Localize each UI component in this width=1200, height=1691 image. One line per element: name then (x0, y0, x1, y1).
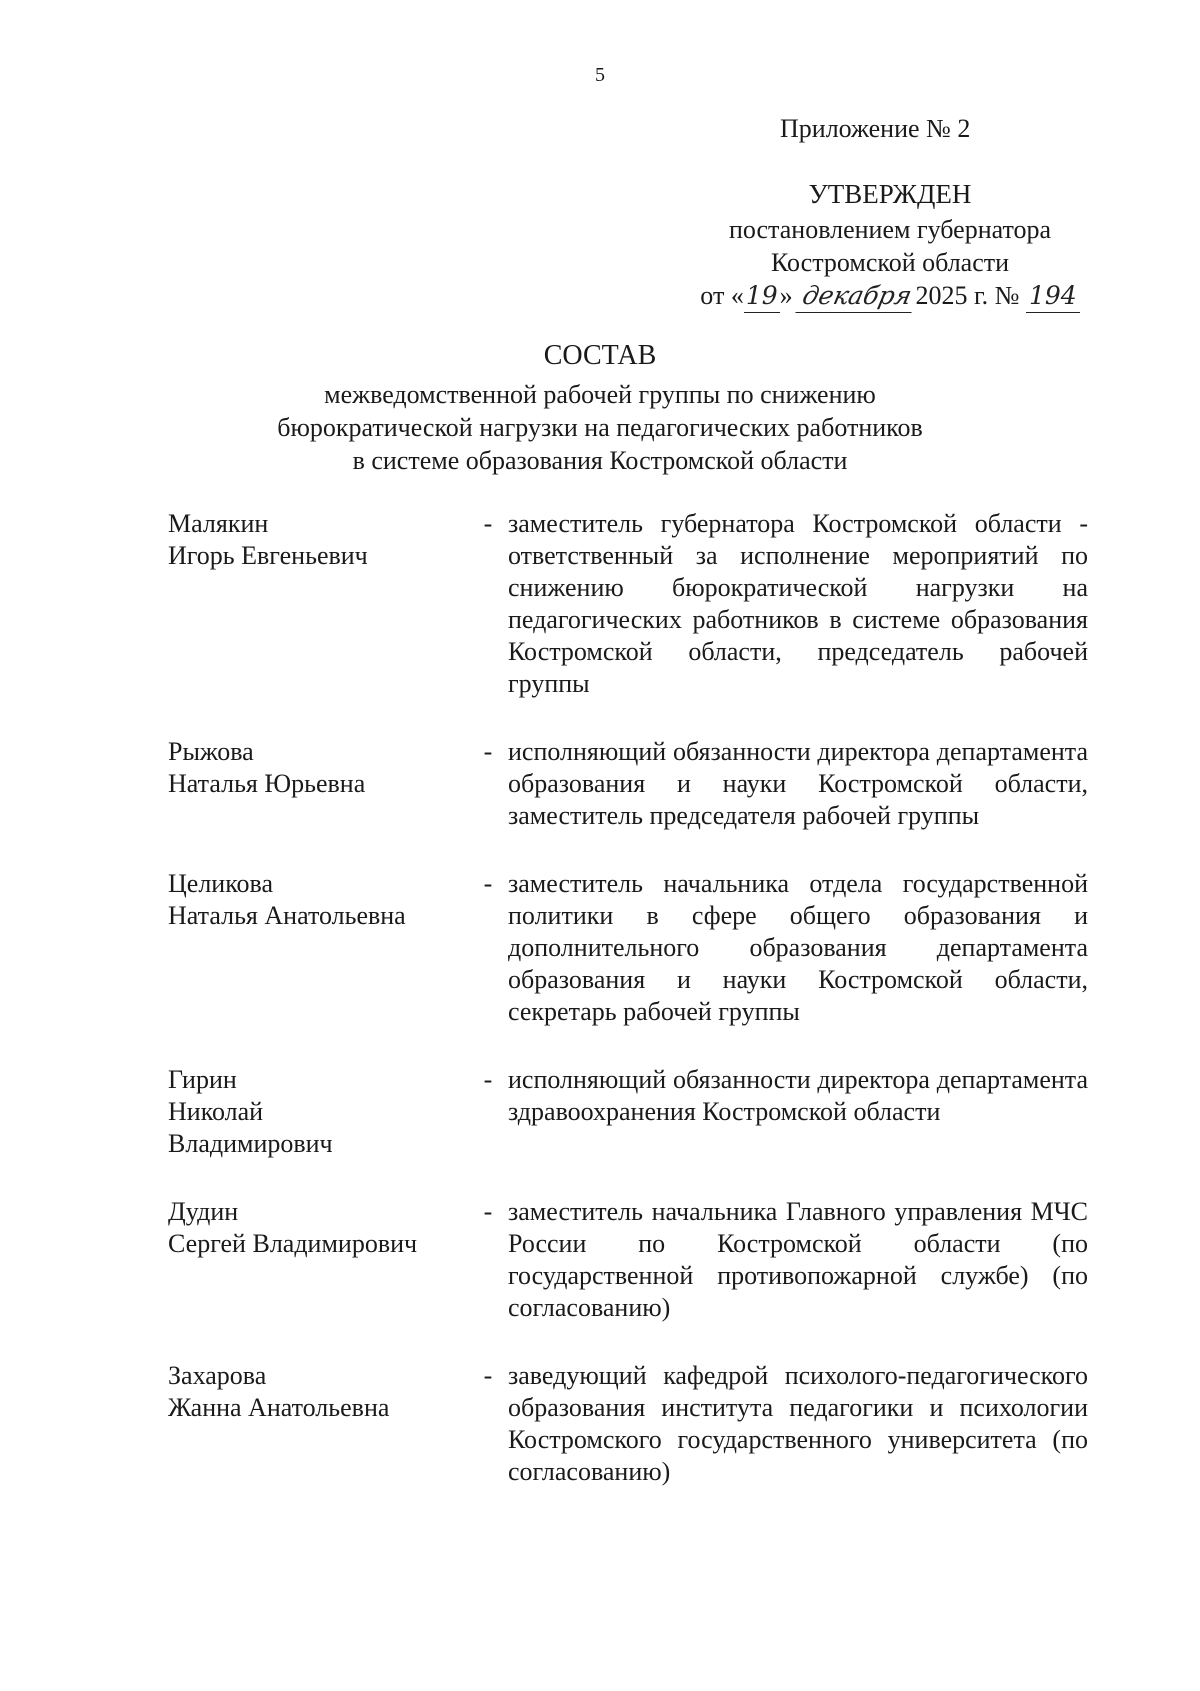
member-patronymic: Владимирович (168, 1129, 333, 1158)
title-line-1: межведомственной рабочей группы по снижению (324, 380, 876, 409)
member-name (168, 1196, 468, 1260)
approval-date-line (700, 279, 1080, 313)
member-role: исполняющий обязанности директора департамента образования и науки Костромской области, заместитель председателя рабочей группы (508, 737, 1088, 830)
approval-line-1: постановлением губернатора (728, 215, 1052, 244)
member-given-name: Жанна Анатольевна (168, 1393, 390, 1422)
approval-block (700, 178, 1080, 313)
member-given-name: Игорь Евгеньевич (168, 541, 368, 570)
member-name (168, 736, 468, 800)
member-surname: Рыжова (168, 737, 254, 766)
member-role: заведующий кафедрой психолого-педагогического образования института педагогики и психологии Костромского государственного университета (по согласованию) (508, 1361, 1088, 1486)
member-dash: - (483, 737, 493, 766)
member-name (168, 1064, 468, 1160)
member-row (168, 868, 1088, 1028)
member-dash: - (483, 1197, 493, 1226)
member-role: заместитель начальника отдела государственной политики в сфере общего образования и дополнительного образования департамента образования и науки Костромской области, секретарь рабочей группы (508, 869, 1088, 1026)
member-name (168, 1360, 468, 1424)
member-dash: - (483, 869, 493, 898)
approval-line-2: Костромской области (770, 248, 1010, 277)
member-given-name: Сергей Владимирович (168, 1229, 418, 1258)
date-quote-close: » (779, 281, 793, 310)
member-name (168, 508, 468, 572)
member-name (168, 868, 468, 932)
member-role: заместитель начальника Главного управления МЧС России по Костромской области (по государственной противопожарной службе) (по согласованию) (508, 1197, 1088, 1322)
handwritten-month: декабря (796, 279, 920, 313)
member-surname: Целикова (168, 869, 273, 898)
member-dash: - (483, 509, 493, 538)
title-line-3: в системе образования Костромской области (352, 446, 848, 475)
handwritten-number: 194 (1026, 279, 1080, 313)
title-line-2: бюрократической нагрузки на педагогических работников (277, 413, 923, 442)
member-surname: Гирин (168, 1065, 237, 1094)
member-surname: Захарова (168, 1361, 267, 1390)
member-given-name: Наталья Анатольевна (168, 901, 406, 930)
member-row (168, 1360, 1088, 1488)
date-prefix: от « (700, 281, 744, 310)
approved-heading: УТВЕРЖДЕН (808, 179, 972, 209)
members-list (168, 508, 1088, 1488)
member-role: исполняющий обязанности директора департамента здравоохранения Костромской области (508, 1065, 1088, 1126)
date-year: 2025 г. № (915, 281, 1020, 310)
member-surname: Малякин (168, 509, 269, 538)
handwritten-day: 19 (744, 279, 780, 313)
member-surname: Дудин (168, 1197, 239, 1226)
member-row (168, 736, 1088, 832)
member-given-name: Наталья Юрьевна (168, 769, 366, 798)
member-row (168, 1196, 1088, 1324)
member-dash: - (483, 1361, 493, 1390)
member-role: заместитель губернатора Костромской области - ответственный за исполнение мероприятий по снижению бюрократической нагрузки на педагогических работников в системе образования Костромской области, председатель рабочей группы (508, 509, 1088, 698)
page-number: 5 (595, 64, 605, 86)
member-dash: - (483, 1065, 493, 1094)
member-given-name: Николай (168, 1097, 264, 1126)
title-main: СОСТАВ (543, 340, 657, 371)
member-row (168, 508, 1088, 700)
appendix-label: Приложение № 2 (780, 114, 971, 143)
document-title (0, 340, 1200, 477)
member-row (168, 1064, 1088, 1160)
